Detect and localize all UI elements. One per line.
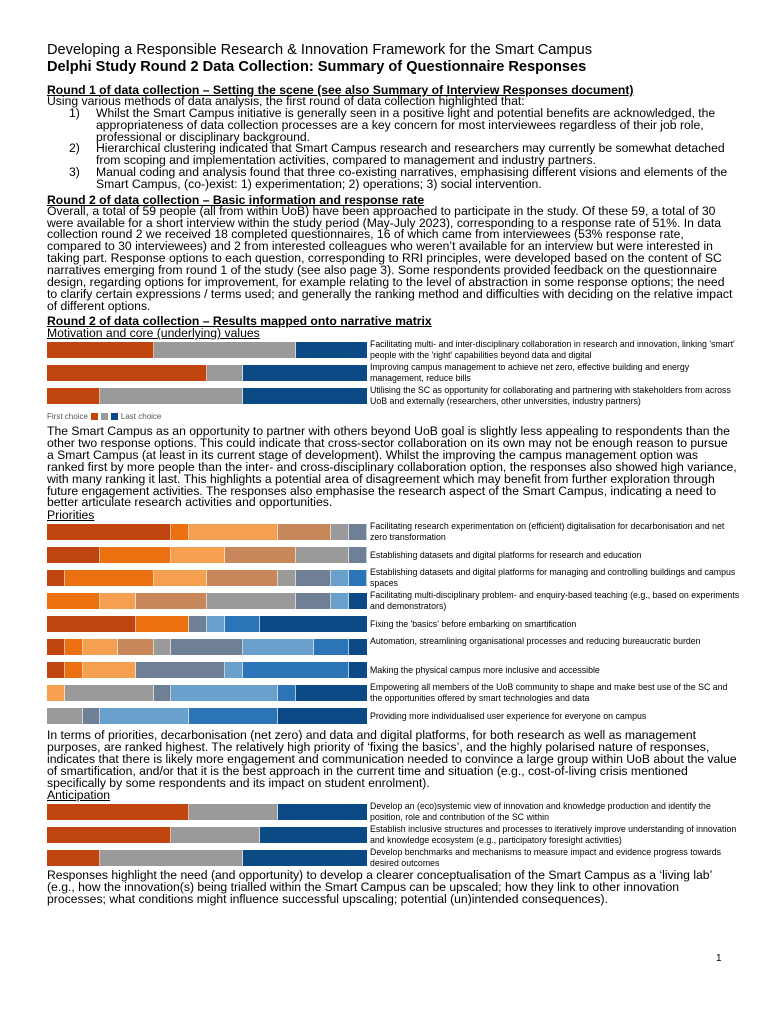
bar-segment-rank-6	[83, 708, 101, 724]
stacked-bar	[47, 708, 367, 724]
bar-segment-rank-1	[47, 827, 171, 843]
bar-segment-rank-2	[100, 388, 242, 404]
bar-segment-rank-5	[296, 547, 349, 563]
bar-segment-rank-1	[47, 547, 100, 563]
category-label: Making the physical campus more inclusive and accessible	[370, 665, 600, 676]
bar-segment-rank-1	[47, 342, 154, 358]
stacked-bar	[47, 342, 367, 358]
chart-row	[47, 847, 747, 870]
bar-segment-rank-1	[47, 662, 65, 678]
chart-row	[47, 567, 747, 590]
bar-segment-rank-1	[47, 804, 189, 820]
list-number: 1)	[69, 105, 80, 120]
bar-segment-rank-3	[243, 365, 367, 381]
bar-segment-rank-2	[154, 342, 296, 358]
bar-segment-rank-6	[154, 685, 172, 701]
bar-segment-rank-6	[296, 593, 332, 609]
bar-segment-rank-3	[260, 827, 367, 843]
chart-row	[47, 824, 747, 847]
bar-segment-rank-2	[65, 570, 154, 586]
list-text: Whilst the Smart Campus initiative is generally seen in a positive light and potential benefits are acknowledged, the appropriateness of data collection processes are a key concern for most interviewees regardless of their job role, professional or disciplinary background.	[96, 105, 716, 144]
chart-row	[47, 590, 747, 613]
stacked-bar	[47, 388, 367, 404]
category-label: Providing more individualised user experience for everyone on campus	[370, 711, 647, 722]
bar-segment-rank-3	[189, 524, 278, 540]
bar-segment-rank-2	[65, 662, 83, 678]
stacked-bar	[47, 616, 367, 632]
chart-row	[47, 682, 747, 705]
category-label: Develop benchmarks and mechanisms to measure impact and evidence progress towards desired outcomes	[370, 847, 722, 869]
chart-legend	[47, 410, 737, 423]
stacked-bar	[47, 593, 367, 609]
document-title: Developing a Responsible Research & Innovation Framework for the Smart Campus	[47, 42, 593, 58]
bar-segment-rank-7	[225, 662, 243, 678]
bar-segment-rank-5	[65, 685, 154, 701]
priorities-chart	[47, 521, 747, 728]
chart-row	[47, 544, 747, 567]
category-label: Facilitating multi- and inter-disciplinary collaboration in research and innovation, linking 'smart' people with the 'right' capabilities beyond data and digital	[370, 339, 735, 360]
bar-segment-rank-1	[47, 616, 136, 632]
chart-row	[47, 801, 747, 824]
round1-list	[47, 105, 737, 191]
bar-segment-rank-6	[189, 616, 207, 632]
bar-segment-rank-9	[349, 662, 367, 678]
stacked-bar	[47, 685, 367, 701]
stacked-bar	[47, 639, 367, 655]
stacked-bar	[47, 662, 367, 678]
bar-segment-rank-2	[100, 547, 171, 563]
bar-segment-rank-9	[349, 639, 367, 655]
bar-segment-rank-7	[243, 639, 314, 655]
bar-segment-rank-3	[278, 804, 367, 820]
bar-segment-rank-4	[225, 547, 296, 563]
bar-segment-rank-3	[243, 388, 367, 404]
bar-segment-rank-8	[225, 616, 261, 632]
chart-row	[47, 362, 747, 385]
chart-row	[47, 339, 747, 362]
bar-segment-rank-4	[207, 570, 278, 586]
bar-segment-rank-1	[47, 570, 65, 586]
bar-segment-rank-3	[296, 342, 367, 358]
bar-segment-rank-1	[47, 639, 65, 655]
legend-swatch	[111, 413, 118, 420]
legend-swatch	[101, 413, 108, 420]
bar-segment-rank-2	[65, 639, 83, 655]
bar-segment-rank-2	[171, 524, 189, 540]
bar-segment-rank-1	[47, 388, 100, 404]
stacked-bar	[47, 850, 367, 866]
list-item	[47, 167, 737, 191]
bar-segment-rank-7	[331, 593, 349, 609]
bar-segment-rank-4	[136, 593, 207, 609]
chart-row	[47, 613, 747, 636]
bar-segment-rank-2	[189, 804, 278, 820]
bar-segment-rank-8	[314, 639, 350, 655]
bar-segment-rank-6	[349, 524, 367, 540]
bar-segment-rank-5	[47, 708, 83, 724]
stacked-bar	[47, 365, 367, 381]
bar-segment-rank-7	[100, 708, 189, 724]
bar-segment-rank-3	[100, 593, 136, 609]
results-heading: Round 2 of data collection – Results mapped onto narrative matrix	[47, 314, 432, 329]
stacked-bar	[47, 827, 367, 843]
bar-segment-rank-4	[278, 524, 331, 540]
bar-segment-rank-7	[331, 570, 349, 586]
bar-segment-rank-2	[171, 827, 260, 843]
category-label: Facilitating multi-disciplinary problem- and enquiry-based teaching (e.g., based on experiments and demonstrators)	[370, 590, 740, 611]
bar-segment-rank-2	[47, 593, 100, 609]
bar-segment-rank-1	[47, 524, 171, 540]
priorities-title: Priorities	[47, 508, 95, 523]
bar-segment-rank-3	[171, 547, 224, 563]
priorities-text: In terms of priorities, decarbonisation (net zero) and data and digital platforms, for both research as well as management purposes, are ranked highest. The relatively high priority of ‘fixing the basics’, and the highly polarised nature of responses, indicates that there is likely more engagement and communication needed to convince a large group within UoB about the value of smartification, and/or that it is the best approach in the current time and situation (e.g., cost-of-living crisis mentioned specifically by some respondents and its impact on student enrolment).	[47, 728, 737, 790]
category-label: Establishing datasets and digital platforms for managing and controlling buildings and campus spaces	[370, 567, 736, 588]
category-label: Establishing datasets and digital platforms for research and education	[370, 550, 642, 561]
chart-row	[47, 521, 747, 544]
bar-segment-rank-3	[83, 662, 136, 678]
chart-row	[47, 636, 747, 659]
category-label: Automation, streamlining organisational processes and reducing bureaucratic burden	[370, 636, 701, 647]
category-label: Utilising the SC as opportunity for collaborating and partnering with stakeholders from across UoB and externally (researchers, other universities, industry partners)	[370, 385, 731, 406]
stacked-bar	[47, 547, 367, 563]
bar-segment-rank-8	[349, 570, 367, 586]
anticipation-title: Anticipation	[47, 788, 111, 803]
bar-segment-rank-8	[278, 685, 296, 701]
category-label: Empowering all members of the UoB community to shape and make best use of the SC and the opportunities offered by smart technologies and data	[370, 682, 728, 703]
bar-segment-rank-3	[83, 639, 119, 655]
anticipation-text: Responses highlight the need (and opportunity) to develop a clearer conceptualisation of the Smart Campus as a ‘living lab’ (e.g., how the innovation(s) being trialled within the Smart Campus can be upscaled; how they link to other innovation processes; what conditions might influence successful upscaling; potential (un)intended consequences).	[47, 868, 712, 907]
round2-text: Overall, a total of 59 people (all from within UoB) have been approached to participate in the study. Of these 59, a total of 30 were available for a short interview within the study period (May-July 2023), corresponding to a response rate of 51%. In data collection round 2 we received 18 completed questionnaires, 16 of which came from interviewees (53% response rate, compared to 30 interviewees) and 2 from interested colleagues who weren’t available for an interview but were interested in taking part. Response options to each question, corresponding to RRI principles, were developed based on the content of SC narratives emerging from round 1 of the study (see also page 3). Some respondents provided feedback on the questionnaire design, regarding options for improvement, for example relating to the level of abstraction in some response options; the need to clarify certain expressions / terms used; and generally the ranking method and difficulties with deciding on the relative impact of different options.	[47, 203, 733, 313]
stacked-bar	[47, 570, 367, 586]
bar-segment-rank-1	[47, 850, 100, 866]
bar-segment-rank-5	[278, 570, 296, 586]
document-page	[47, 42, 740, 907]
bar-segment-rank-8	[189, 708, 278, 724]
round1-heading: Round 1 of data collection – Setting the scene (see also Summary of Interview Responses document)	[47, 83, 634, 97]
round1-intro: Using various methods of data analysis, the first round of data collection highlighted that:	[47, 94, 525, 108]
bar-segment-rank-1	[47, 365, 207, 381]
motivation-title: Motivation and core (underlying) values	[47, 326, 260, 341]
bar-segment-rank-3	[47, 685, 65, 701]
category-label: Improving campus management to achieve net zero, effective building and energy management, reduce bills	[370, 362, 690, 383]
bar-segment-rank-5	[154, 639, 172, 655]
list-number: 3)	[69, 165, 80, 180]
round2-heading: Round 2 of data collection – Basic information and response rate	[47, 192, 425, 207]
bar-segment-rank-5	[207, 593, 296, 609]
motivation-chart	[47, 339, 747, 408]
list-item	[47, 105, 737, 144]
bar-segment-rank-7	[207, 616, 225, 632]
bar-segment-rank-9	[296, 685, 367, 701]
bar-segment-rank-6	[296, 570, 332, 586]
bar-segment-rank-9	[260, 616, 367, 632]
motivation-text: The Smart Campus as an opportunity to partner with others beyond UoB goal is slightly less appealing to respondents than the other two response options. This could indicate that cross-sector collaboration on its own may not be enough reason to pursue a Smart Campus (at least in its current stage of development). Whilst the improving the campus management option was ranked first by more people than the inter- and cross-disciplinary collaboration option, the responses also showed high variance, with many ranking it last. This highlights a potential area of disagreement which may benefit from further exploration through future engagement activities. The responses also emphasise the research aspect of the Smart Campus, indicating a need to better articulate research activities and opportunities.	[47, 424, 737, 510]
category-label: Develop an (eco)systemic view of innovation and knowledge production and identify the position, role and contribution of the SC within	[370, 801, 711, 823]
list-text: Manual coding and analysis found that three co-existing narratives, emphasising different visions and elements of the Smart Campus, (co-)exist: 1) experimentation; 2) operations; 3) social intervention.	[96, 165, 728, 191]
stacked-bar	[47, 524, 367, 540]
bar-segment-rank-8	[243, 662, 350, 678]
list-item	[47, 143, 737, 167]
bar-segment-rank-2	[136, 616, 189, 632]
page-number: 1	[716, 953, 722, 964]
bar-segment-rank-7	[171, 685, 278, 701]
chart-row	[47, 385, 747, 408]
bar-segment-rank-4	[118, 639, 154, 655]
list-text: Hierarchical clustering indicated that Smart Campus research and researchers may currently be somewhat detached from scoping and implementation activities, compared to management and industry partners.	[96, 141, 725, 168]
bar-segment-rank-2	[100, 850, 242, 866]
bar-segment-rank-5	[331, 524, 349, 540]
bar-segment-rank-6	[171, 639, 242, 655]
bar-segment-rank-3	[154, 570, 207, 586]
bar-segment-rank-9	[349, 593, 367, 609]
stacked-bar	[47, 804, 367, 820]
category-label: Fixing the 'basics' before embarking on smartification	[370, 619, 577, 630]
legend-swatch	[91, 413, 98, 420]
legend-first-label: First choice	[47, 412, 88, 422]
bar-segment-rank-6	[349, 547, 367, 563]
category-label: Facilitating research experimentation on (efficient) digitalisation for decarbonisation and net zero transformation	[370, 521, 725, 542]
list-number: 2)	[69, 141, 80, 156]
document-subtitle: Delphi Study Round 2 Data Collection: Summary of Questionnaire Responses	[47, 59, 587, 75]
bar-segment-rank-9	[278, 708, 367, 724]
anticipation-chart	[47, 801, 747, 870]
chart-row	[47, 659, 747, 682]
bar-segment-rank-2	[207, 365, 243, 381]
chart-row	[47, 705, 747, 728]
bar-segment-rank-3	[243, 850, 367, 866]
legend-last-label: Last choice	[120, 412, 162, 422]
category-label: Establish inclusive structures and processes to iteratively improve understanding of innovation and knowledge ecosystem (e.g., participatory foresight activities)	[370, 824, 737, 846]
bar-segment-rank-6	[136, 662, 225, 678]
